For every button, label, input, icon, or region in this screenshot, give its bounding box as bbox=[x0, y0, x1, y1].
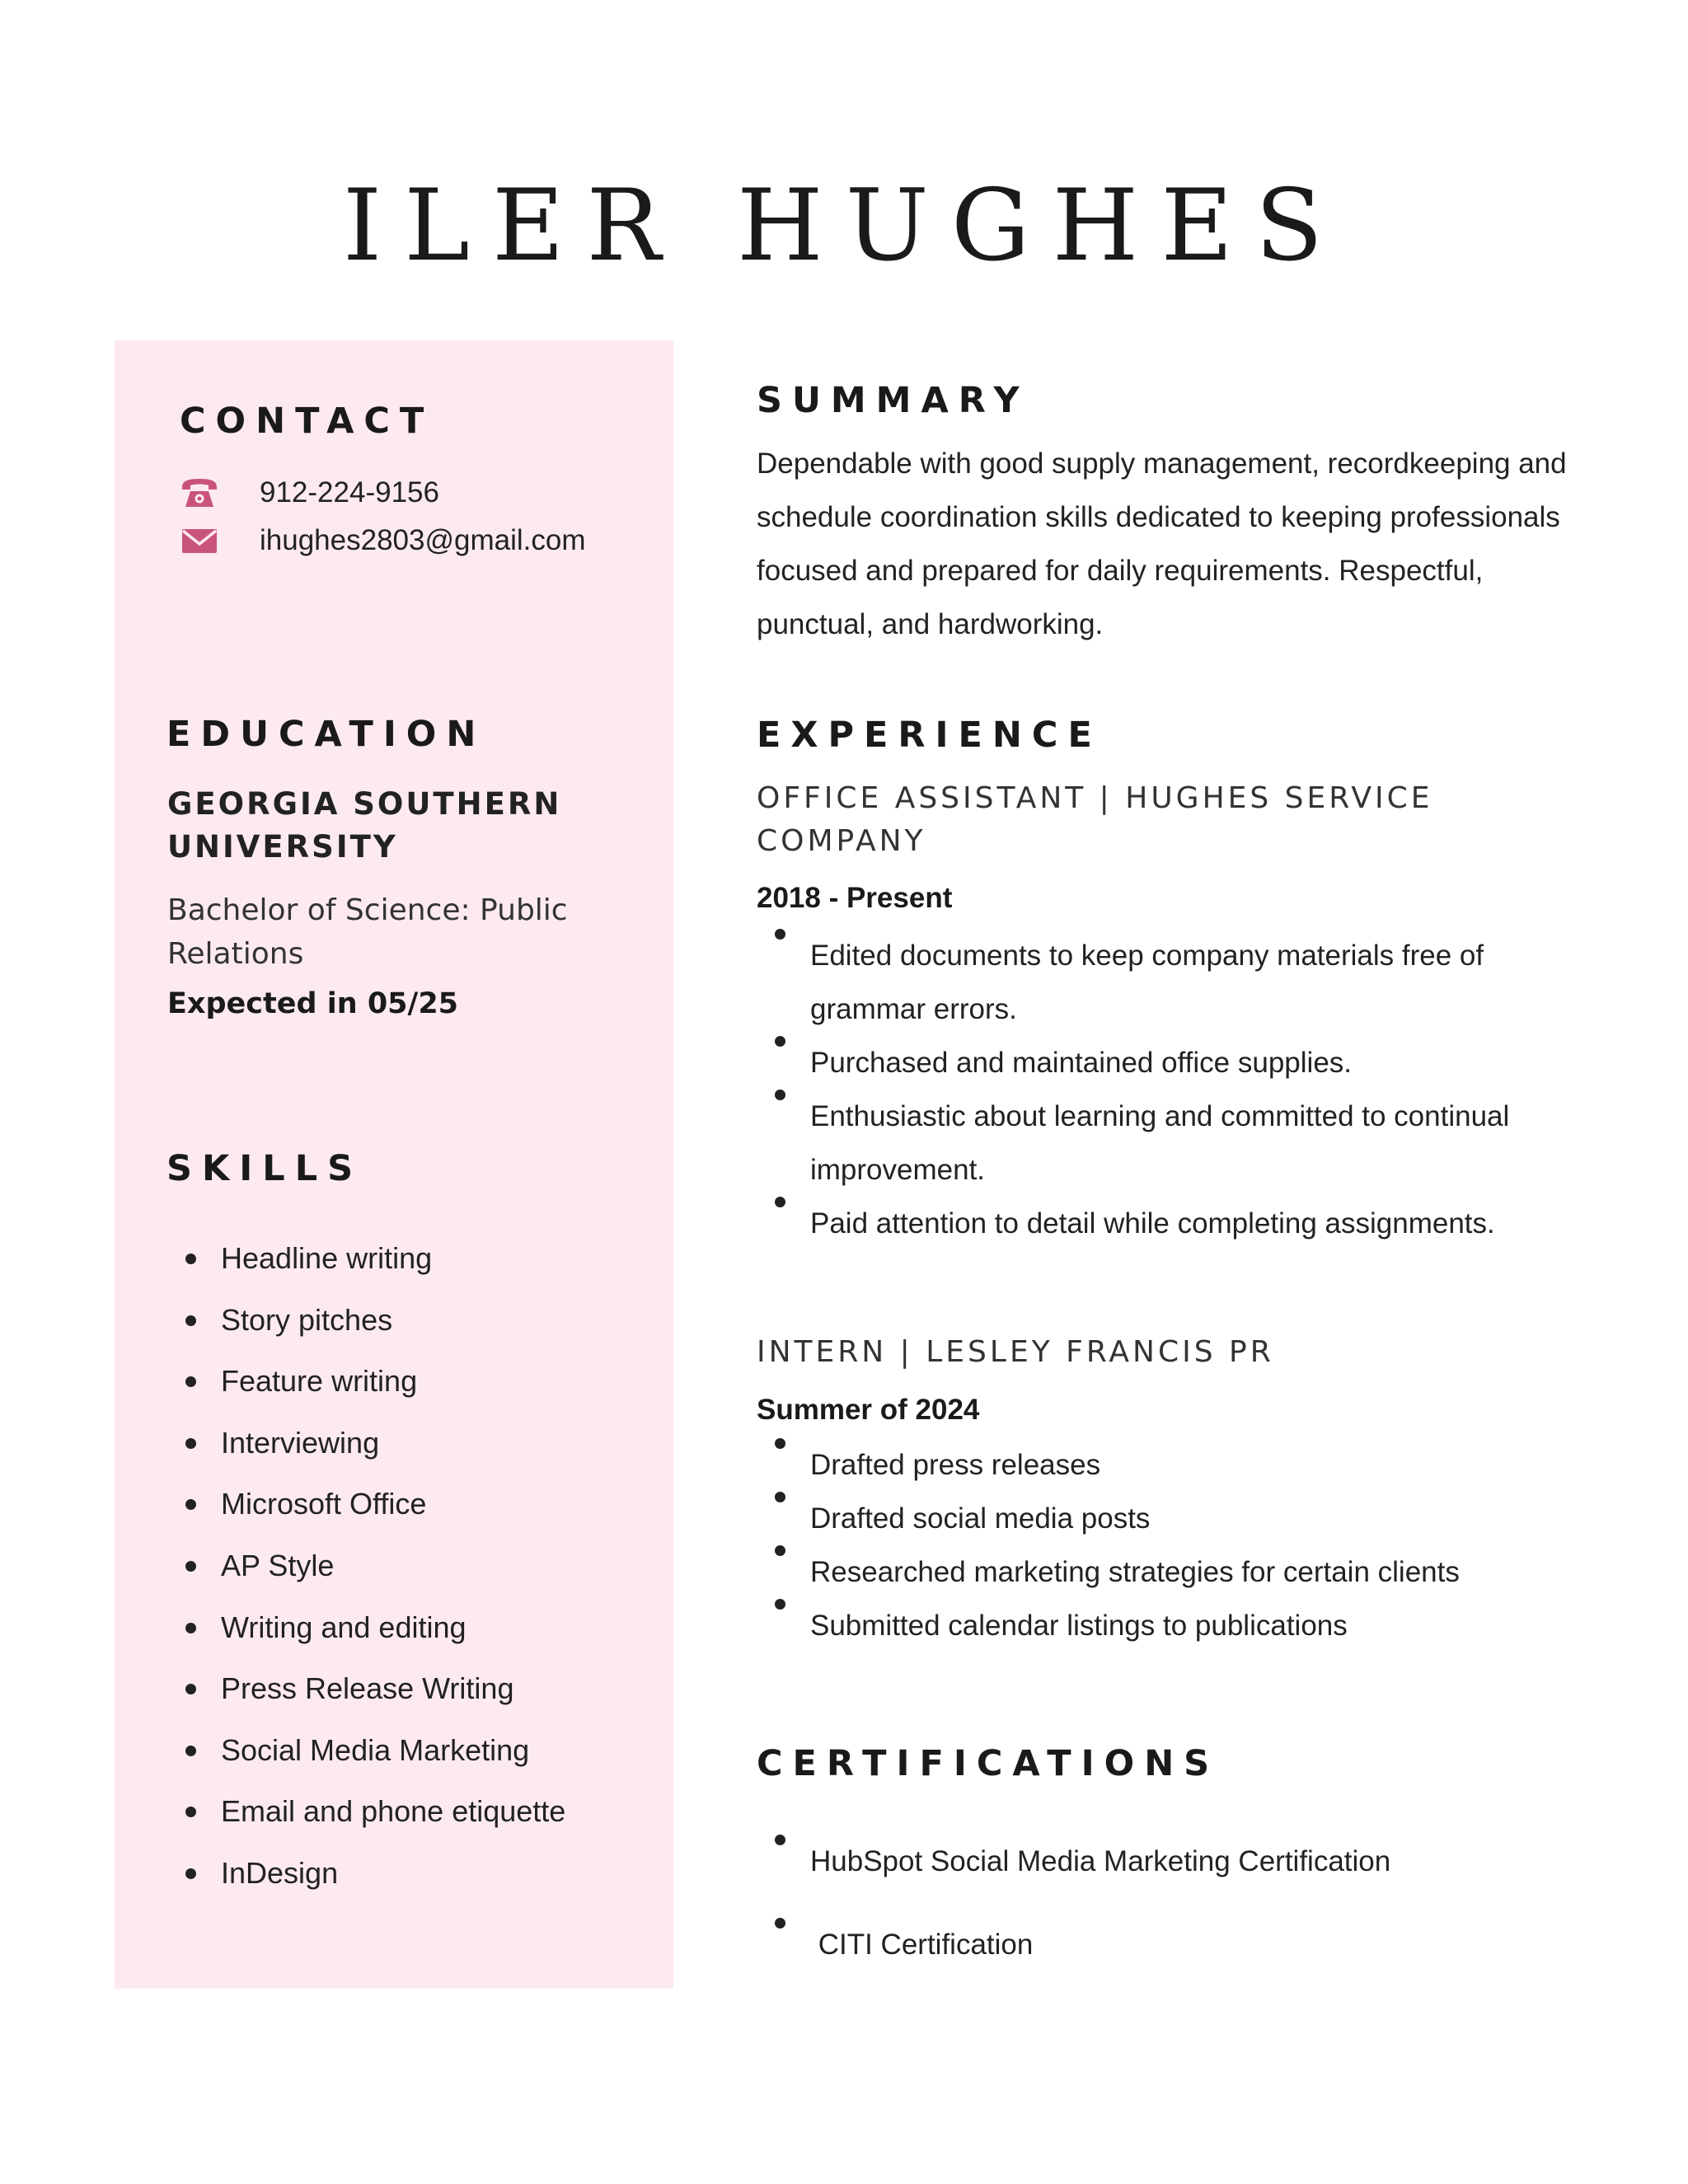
skill-item: Press Release Writing bbox=[221, 1667, 666, 1729]
certifications-list bbox=[810, 1805, 1585, 1986]
summary-text: Dependable with good supply management, recordkeeping and schedule coordination skills dedicated to keeping professionals focused and prepared for daily requirements. Respectful, punctual, and hardworking. bbox=[757, 448, 1567, 640]
certification-item: CITI Certification bbox=[810, 1918, 1585, 1971]
job-bullet: Purchased and maintained office supplies. bbox=[810, 1036, 1585, 1090]
job-bullet: Edited documents to keep company materials free of grammar errors. bbox=[810, 929, 1585, 1036]
job-bullet: Enthusiastic about learning and committed to continual improvement. bbox=[810, 1090, 1585, 1197]
phone-number[interactable]: 912-224-9156 bbox=[260, 476, 439, 509]
job-bullet-list bbox=[810, 929, 1585, 1250]
certification-item: HubSpot Social Media Marketing Certification bbox=[810, 1835, 1585, 1888]
certifications-heading: CERTIFICATIONS bbox=[757, 1743, 1220, 1784]
job-bullet: Submitted calendar listings to publications bbox=[810, 1599, 1585, 1652]
skills-list bbox=[221, 1237, 666, 1914]
phone-icon bbox=[181, 476, 223, 509]
skill-item: AP Style bbox=[221, 1544, 666, 1606]
job-bullet-list bbox=[810, 1438, 1585, 1652]
job-title: INTERN | LESLEY FRANCIS PR bbox=[757, 1335, 1274, 1369]
job-bullet: Drafted social media posts bbox=[810, 1492, 1585, 1545]
job-title: OFFICE ASSISTANT | HUGHES SERVICE COMPANY bbox=[757, 781, 1433, 858]
contact-heading: CONTACT bbox=[180, 401, 434, 442]
skill-item: Email and phone etiquette bbox=[221, 1790, 666, 1852]
job-date: Summer of 2024 bbox=[757, 1394, 980, 1426]
degree: Bachelor of Science: Public Relations bbox=[167, 893, 568, 971]
job-bullet: Researched marketing strategies for certain clients bbox=[810, 1545, 1585, 1599]
skills-heading: SKILLS bbox=[166, 1148, 363, 1189]
skill-item: Interviewing bbox=[221, 1422, 666, 1483]
experience-heading: EXPERIENCE bbox=[757, 715, 1102, 756]
skill-item: Headline writing bbox=[221, 1237, 666, 1299]
skill-item: Story pitches bbox=[221, 1299, 666, 1361]
contact-phone-row bbox=[181, 470, 659, 516]
skill-item: Feature writing bbox=[221, 1360, 666, 1422]
summary-heading: SUMMARY bbox=[757, 380, 1029, 421]
job-date: 2018 - Present bbox=[757, 882, 953, 914]
resume-name: ILER HUGHES bbox=[342, 169, 1346, 284]
job-bullet: Drafted press releases bbox=[810, 1438, 1585, 1492]
graduation-date: Expected in 05/25 bbox=[167, 987, 459, 1020]
mail-icon bbox=[181, 524, 223, 557]
education-heading: EDUCATION bbox=[166, 714, 486, 755]
skill-item: Writing and editing bbox=[221, 1606, 666, 1668]
school-name: GEORGIA SOUTHERN UNIVERSITY bbox=[167, 786, 562, 865]
skill-item: Social Media Marketing bbox=[221, 1729, 666, 1791]
skill-item: InDesign bbox=[221, 1852, 666, 1914]
skill-item: Microsoft Office bbox=[221, 1483, 666, 1544]
email-address[interactable]: ihughes2803@gmail.com bbox=[260, 524, 586, 556]
contact-email-row bbox=[181, 518, 659, 564]
job-bullet: Paid attention to detail while completing assignments. bbox=[810, 1197, 1585, 1250]
